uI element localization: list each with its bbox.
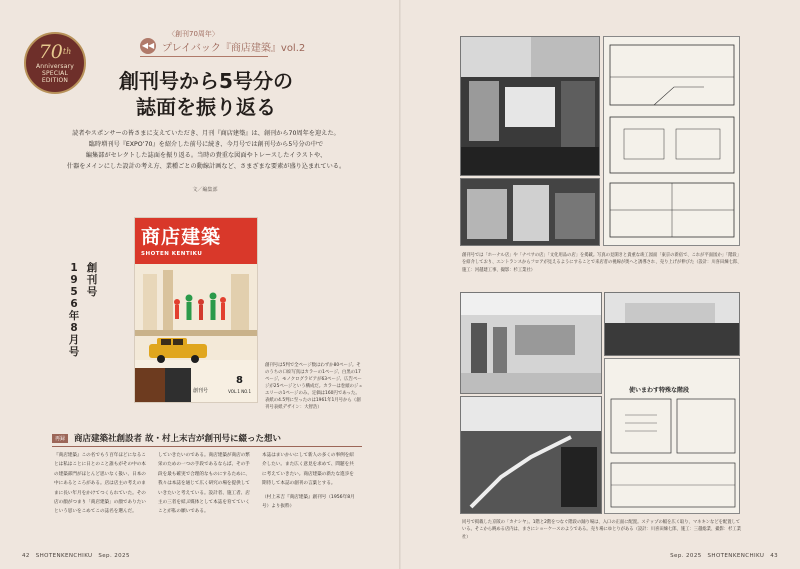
- caption-top: 創刊号では「ホーナル店」や「ナベサの店」「文化用品の店」を掲載。写真の見開きと貴重な竣工図面「東京の新宿で、これが平面図か」「階段」を紹介しており、エントランスからフロアが見えるようにすることで来店者の視線が奥へと誘導され、売り上げが伸びた（設計：川喜田煉七郎、施工：河越建工事、撮影：杉工業社）: [462, 253, 742, 273]
- lead-line: 臨時増刊号『EXPO’70』を紹介した前号に続き、今月号では創刊号から5号分の中で: [88, 141, 324, 148]
- rewind-icon: ◀◀: [140, 38, 156, 54]
- drawing-stair-plan: [604, 358, 740, 514]
- drawing-stair-plan-art: [605, 359, 740, 514]
- cover-first-issue: 創刊号: [193, 388, 209, 394]
- vertical-label-date: [64, 262, 84, 358]
- photo-kanashiya-stairs-art: [461, 397, 602, 514]
- body-column-1: 『商店建築』この名でもう百年ほどになることは私はことに日とのこと誰もがその中の本の建築部門がほとんど思いなく扱い、日本の中にあるところがある。店は店主の考えのままに長い年月をかけてつくられていた。その店の顔がつまり「商店建築」の顔でありたいという思いをこめてこの誌名を選んだ。: [54, 453, 146, 515]
- lead-line: 読者やスポンサーの皆さまに支えていただき、月刊『商店建築』は、創刊から70周年を迎えた。: [72, 130, 340, 137]
- vertical-glyph: 1: [70, 262, 78, 274]
- vertical-glyph: 年: [68, 310, 80, 322]
- lead-paragraph: [60, 128, 352, 172]
- vertical-glyph: 5: [70, 286, 78, 298]
- cover-volume: VOL.1 NO.1: [228, 389, 251, 394]
- cover-title: 商店建築: [141, 226, 222, 248]
- vertical-glyph: 6: [70, 298, 78, 310]
- vertical-glyph: 月: [68, 334, 80, 346]
- lead-line: 什器をメインにした設計の考え方、業種ごとの動線計画など、さまざまな要素が盛り込まれている。: [66, 163, 346, 170]
- photo-kanashiya-crowd: [604, 292, 740, 356]
- photo-store-interior-1-art: [461, 37, 600, 176]
- series-header: [140, 37, 305, 55]
- anniversary-badge: [24, 32, 86, 94]
- badge-line2: SPECIAL: [41, 70, 69, 77]
- body-column-3-text: 本誌はまいかいにして新人の多くの事例を紹介したい。また広く意見を求めて、問題を共に考えていきたい。商店建築の新たな進歩を期待して本誌の創刊の言葉とする。: [262, 453, 354, 487]
- series-rule: [140, 56, 268, 57]
- article-title: [106, 68, 306, 120]
- vertical-glyph: 8: [70, 322, 78, 334]
- magazine-cover: [134, 217, 258, 403]
- vertical-glyph: 創: [86, 262, 98, 274]
- photo-kanashiya-crowd-art: [605, 293, 740, 356]
- cover-number: 8: [236, 375, 243, 386]
- section-tag: 再録: [52, 434, 68, 443]
- vertical-glyph: 号: [86, 286, 98, 298]
- badge-line3: EDITION: [41, 77, 69, 84]
- photo-store-interior-2-art: [461, 179, 600, 246]
- credit: 文／編集部: [192, 187, 218, 193]
- folio-right: Sep. 2025 SHOTENKENCHIKU 43: [670, 553, 778, 559]
- title-line1: 創刊号から5号分の: [119, 69, 293, 93]
- body-column-2: していきたいのである。商店建築が商店の繁栄のための一つの手段であるならば、その手段を最も確実で合理的なものにするために、我々は本誌を通じて広く研究の場を提供していきたいと考えている。設計者、施工者、店主の三者を結ぶ媒体として本誌を育てていくことが私の願いである。: [158, 453, 250, 515]
- cover-roman-title: SHOTEN KENTIKU: [141, 251, 203, 257]
- section-title: 商店建築社創設者 故・村上末吉が創刊号に綴った想い: [74, 434, 281, 444]
- vertical-label-issue: [82, 262, 102, 298]
- series-label: プレイバック『商店建築』vol.2: [162, 42, 306, 54]
- title-line2: 誌面を振り返る: [136, 95, 276, 119]
- photo-store-interior-2: [460, 178, 600, 246]
- cover-caption: 創刊号は5判で全ページ数はわずか80ページ。そのうちの口絵写真はカラーの1ページ、白黒の17ページ、モノクログラビアが63ページ、広告ページが25ページという構成だ。カラーは巻頭のジュエリーの1ページのみ。定価は160円であった。表紙の4.5判に至ったのは1961年1月号から（創刊号表紙デザイン：大智浩）: [265, 363, 363, 410]
- vertical-glyph: 9: [70, 274, 78, 286]
- badge-line1: Anniversary: [35, 63, 75, 70]
- body-column-3: [262, 451, 358, 511]
- badge-number: 70th: [38, 41, 72, 63]
- lead-line: 編集部がセレクトした誌面を振り返る。当時の貴重な図面やトレースしたイラストや、: [85, 152, 327, 159]
- folio-left: 42 SHOTENKENCHIKU Sep. 2025: [22, 553, 130, 559]
- photo-kanashiya-1-art: [461, 293, 602, 394]
- vertical-glyph: 号: [68, 346, 80, 358]
- caption-bottom: 同号で掲載した京阪の「カナシヤ」。1階と2階をつなぐ階段の踊り場は、入口の正面に配置。ステップの幅を広く取り、マネキンなどを配置している。そこから眺める店内は、まさにショーケースのようである。売り場にゆとりがある（設計：川喜田煉七郎、施工：三越総業、撮影：杉工業社）: [462, 520, 741, 540]
- section-header: [52, 431, 281, 445]
- plan-label: 使いまわす特殊な階段: [629, 387, 690, 394]
- drawing-floor-plan-1: [603, 36, 740, 246]
- photo-kanashiya-1: [460, 292, 602, 394]
- drawing-floor-plan-1-art: [604, 37, 740, 246]
- page-gutter: [399, 0, 401, 569]
- body-column-3-source: （村上末吉『商店建築』創刊号（1956年8月号）より抜粋）: [262, 494, 355, 510]
- series-sup-label: 〈創刊70周年〉: [168, 30, 219, 38]
- photo-kanashiya-stairs: [460, 396, 602, 514]
- section-rule: [52, 446, 362, 447]
- vertical-glyph: 刊: [86, 274, 98, 286]
- photo-store-interior-1: [460, 36, 600, 176]
